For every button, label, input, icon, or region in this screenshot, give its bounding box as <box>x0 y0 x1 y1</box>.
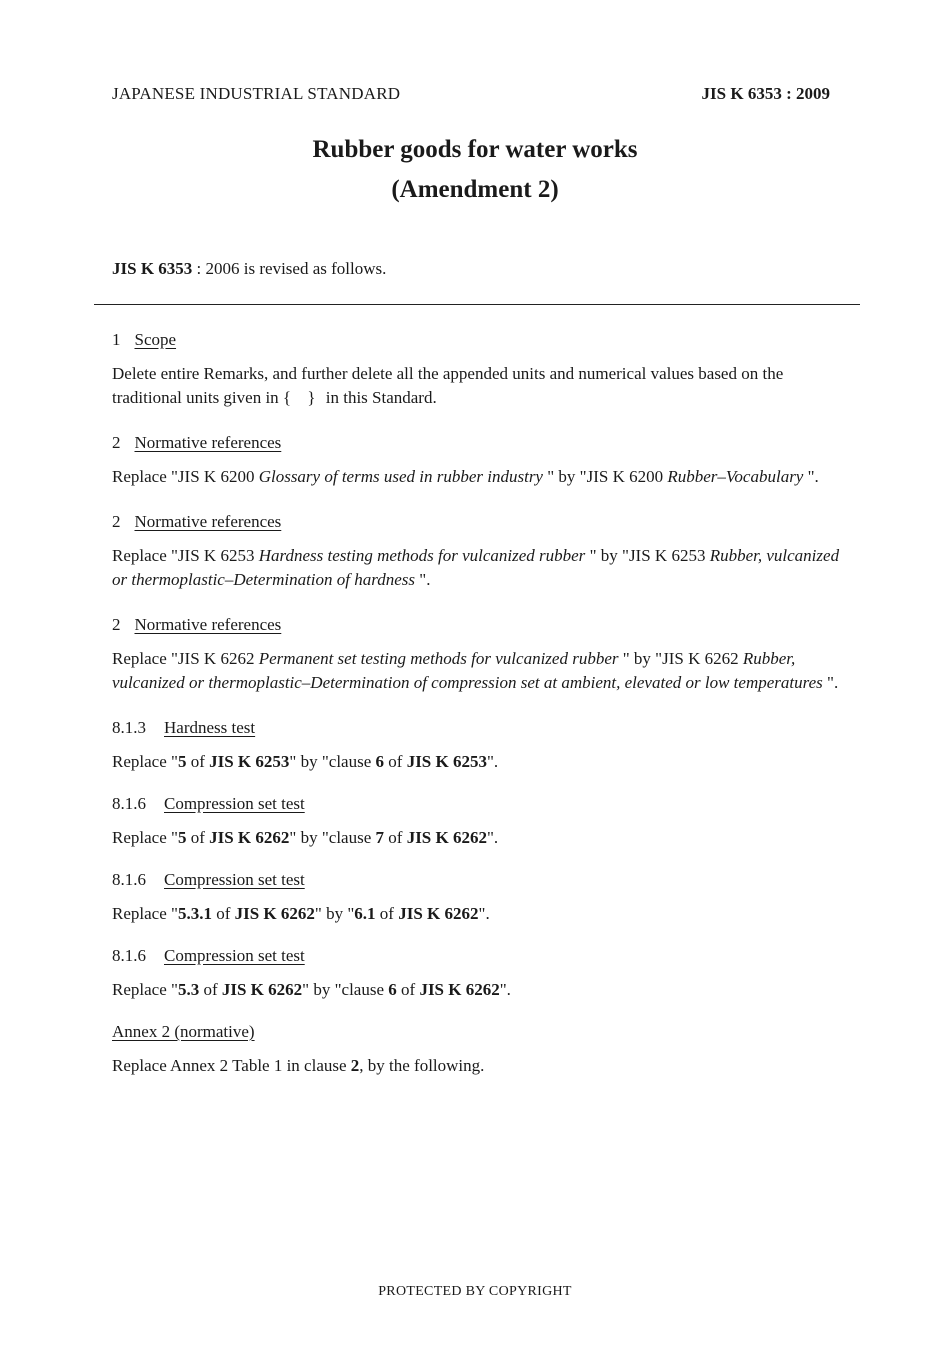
header-divider <box>94 304 860 305</box>
section-normative-references-1 <box>112 431 840 489</box>
bold-ref: 6 <box>388 980 397 999</box>
text-run: Replace " <box>112 904 178 923</box>
text-run: " by "JIS K 6200 <box>542 467 668 486</box>
intro-rest: : 2006 is revised as follows. <box>192 259 387 278</box>
section-title: Scope <box>134 330 177 349</box>
document-subtitle: (Amendment 2) <box>391 176 559 203</box>
text-run: " by "clause <box>302 980 389 999</box>
section-annex-2 <box>112 1020 840 1078</box>
section-heading <box>112 431 840 455</box>
italic-title: Rubber, vulcanized or thermoplastic–Determination of compression set at ambient, elevated or low temperatures <box>112 649 823 692</box>
section-text <box>112 647 840 695</box>
bold-ref: 5.3.1 <box>177 904 212 923</box>
section-normative-references-2 <box>112 510 840 592</box>
section-heading <box>112 792 840 816</box>
section-number: 8.1.6 <box>112 946 146 965</box>
text-run: ". <box>478 904 490 923</box>
section-scope <box>112 328 840 410</box>
bold-ref: 5 <box>177 828 187 847</box>
section-heading <box>112 1020 840 1044</box>
section-title: Compression set test <box>164 794 305 813</box>
header-standard-label: JAPANESE INDUSTRIAL STANDARD <box>112 84 401 103</box>
text-run: of <box>186 752 210 771</box>
section-hardness-test <box>112 716 840 774</box>
section-number: 2 <box>112 615 121 634</box>
annex-title: Annex 2 (normative) <box>112 1022 255 1041</box>
bold-ref: JIS K 6262 <box>234 904 315 923</box>
section-heading <box>112 868 840 892</box>
intro-statement <box>112 259 386 279</box>
section-number: 1 <box>112 330 121 349</box>
text-run: ". <box>822 673 839 692</box>
bold-ref: 7 <box>375 828 385 847</box>
text-run: " by "JIS K 6253 <box>585 546 710 565</box>
bold-ref: 5 <box>177 752 187 771</box>
section-number: 8.1.6 <box>112 870 146 889</box>
bold-ref: JIS K 6262 <box>398 904 479 923</box>
intro-code: JIS K 6353 <box>112 259 193 278</box>
text-run: ". <box>499 980 511 999</box>
text-run: Replace "JIS K 6253 <box>112 546 259 565</box>
text-run: ". <box>486 828 499 847</box>
text-run: of <box>396 980 420 999</box>
bold-ref: 6 <box>375 752 385 771</box>
text-run: Replace "JIS K 6200 <box>112 467 259 486</box>
text-run: in this Standard. <box>321 388 437 407</box>
brace-symbol: { } <box>282 388 322 407</box>
section-heading <box>112 510 840 534</box>
text-run: ". <box>486 752 499 771</box>
section-title: Normative references <box>134 512 282 531</box>
bold-ref: JIS K 6262 <box>406 828 487 847</box>
section-text <box>112 826 840 850</box>
bold-ref: JIS K 6253 <box>209 752 290 771</box>
text-run: of <box>186 828 210 847</box>
section-heading <box>112 613 840 637</box>
header-standard-number: JIS K 6353 : 2009 <box>701 84 830 103</box>
text-run: Replace Annex 2 Table 1 in clause <box>112 1056 351 1075</box>
section-number: 2 <box>112 512 121 531</box>
bold-ref: 2 <box>350 1056 360 1075</box>
text-run: Replace "JIS K 6262 <box>112 649 259 668</box>
section-text <box>112 465 840 489</box>
text-run: " by " <box>314 904 355 923</box>
section-text <box>112 544 840 592</box>
text-run: of <box>199 980 222 999</box>
bold-ref: JIS K 6262 <box>209 828 290 847</box>
section-title: Normative references <box>134 433 282 452</box>
document-title: Rubber goods for water works <box>312 136 638 163</box>
section-text <box>112 362 840 410</box>
footer-copyright: PROTECTED BY COPYRIGHT <box>378 1284 572 1299</box>
section-number: 2 <box>112 433 121 452</box>
section-text <box>112 750 840 774</box>
bold-ref: 6.1 <box>354 904 376 923</box>
text-run: Replace " <box>112 828 178 847</box>
text-run: of <box>211 904 235 923</box>
bold-ref: JIS K 6253 <box>406 752 487 771</box>
section-compression-set-test-1 <box>112 792 840 850</box>
text-run: Delete entire Remarks, and further delete all the appended units and numerical values based on the traditional units given in <box>112 364 784 407</box>
section-title: Compression set test <box>164 870 305 889</box>
section-title: Compression set test <box>164 946 305 965</box>
text-run: of <box>375 904 399 923</box>
section-text <box>112 902 840 926</box>
bold-ref: JIS K 6262 <box>419 980 500 999</box>
italic-title: Permanent set testing methods for vulcanized rubber <box>258 649 619 668</box>
section-compression-set-test-3 <box>112 944 840 1002</box>
italic-title: Rubber, vulcanized or thermoplastic–Determination of hardness <box>112 546 840 589</box>
italic-title: Rubber–Vocabulary <box>667 467 804 486</box>
text-run: " by "clause <box>289 752 376 771</box>
section-heading <box>112 328 840 352</box>
text-run: , by the following. <box>359 1056 485 1075</box>
section-title: Normative references <box>134 615 282 634</box>
text-run: of <box>384 828 407 847</box>
section-normative-references-3 <box>112 613 840 695</box>
text-run: Replace " <box>112 980 178 999</box>
document-body <box>112 328 840 1078</box>
text-run: ". <box>803 467 819 486</box>
section-title: Hardness test <box>164 718 256 737</box>
text-run: Replace " <box>112 752 178 771</box>
italic-title: Glossary of terms used in rubber industry <box>258 467 543 486</box>
section-number: 8.1.3 <box>112 718 146 737</box>
section-number: 8.1.6 <box>112 794 146 813</box>
text-run: of <box>384 752 407 771</box>
section-heading <box>112 716 840 740</box>
text-run: ". <box>415 570 431 589</box>
text-run: " by "clause <box>289 828 376 847</box>
bold-ref: 5.3 <box>177 980 200 999</box>
bold-ref: JIS K 6262 <box>221 980 303 999</box>
section-compression-set-test-2 <box>112 868 840 926</box>
section-text <box>112 1054 840 1078</box>
section-heading <box>112 944 840 968</box>
text-run: " by "JIS K 6262 <box>618 649 743 668</box>
italic-title: Hardness testing methods for vulcanized rubber <box>258 546 586 565</box>
section-text <box>112 978 840 1002</box>
